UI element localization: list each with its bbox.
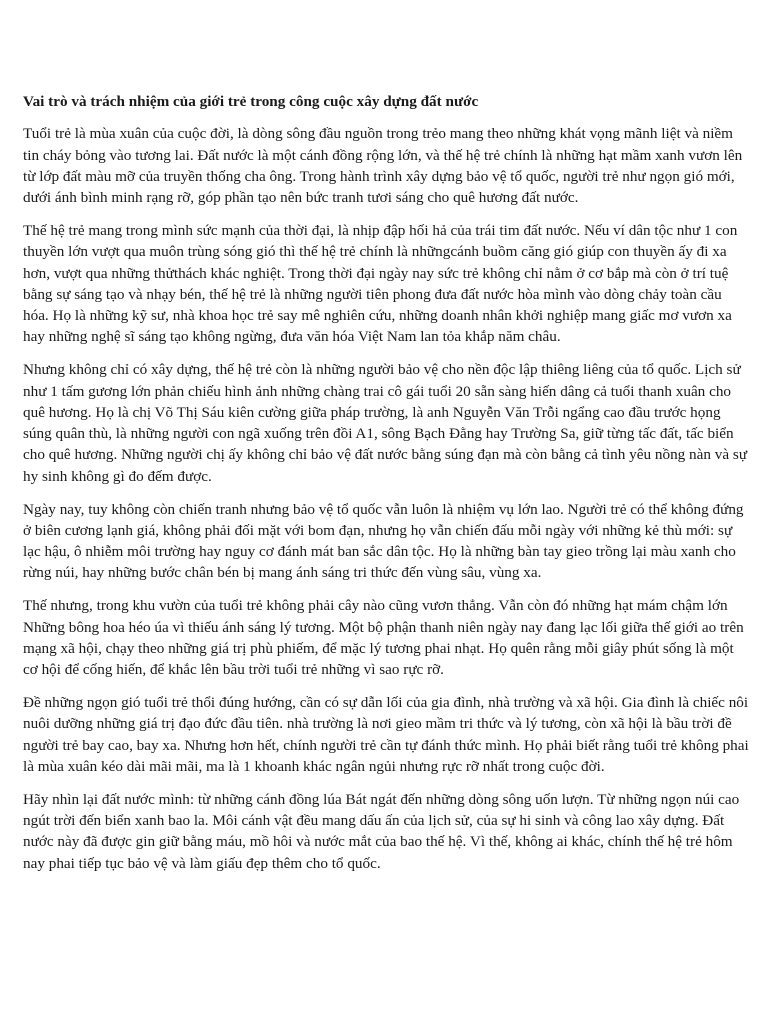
paragraph-4: Ngày nay, tuy không còn chiến tranh nhưng bảo vệ tổ quốc vẫn luôn là nhiệm vụ lớn lao. Người trẻ có thể không đứng ở biên cương lạnh giá, không phải đối mặt với bom đạn, nhưng họ vẫn chiến đấu mỗi ngày với những kẻ thù mới: sự lạc hậu, ô nhiễm môi trường hay nguy cơ đánh mát ban sắc dân tộc. Họ là những bàn tay gieo trồng lại màu xanh cho rừng núi, hay những bước chân bén bị mang ánh sáng tri thức đến vùng sâu, vùng xa. — [23, 500, 744, 582]
paragraph-3: Nhưng không chỉ có xây dựng, thế hệ trẻ còn là những người bảo vệ cho nền độc lập thiêng liêng của tổ quốc. Lịch sử như 1 tấm gương lớn phản chiếu hình ảnh những chàng trai cô gái tuổi 20 sẵn sàng hiến dâng cả tuổi thanh xuân cho quê hương. Họ là chị Võ Thị Sáu kiên cường giữa pháp trường, là anh Nguyễn Văn Trỗi ngẩng cao đầu trước họng súng quân thù, là những người con ngã xuống trên đồi A1, sông Bạch Đằng hay Trường Sa, giữ từng tấc đất, tấc biển cho quê hương. Những người chị ấy không chỉ bảo vệ đất nước bằng súng đạn mà còn bằng cả tình yêu nồng nàn và sự hy sinh không gì đo đếm được. — [23, 361, 748, 485]
paragraph-6: Đề những ngọn gió tuổi trẻ thổi đúng hướng, cần có sự dẫn lối của gia đình, nhà trường và xã hội. Gia đình là chiếc nôi nuôi dưỡng những giá trị đạo đức đầu tiên. nhà trường là nơi gieo mầm tri thức và lý tương, còn xã hội là bầu trời đề người trẻ bay cao, bay xa. Nhưng hơn hết, chính người trẻ cần tự đánh thức mình. Họ phải biết rằng tuổi trẻ không phai là mùa xuân kéo dài mãi mãi, ma là 1 khoanh khác ngân ngủi nhưng rực rỡ nhất trong cuộc đời. — [23, 693, 749, 775]
paragraph-5: Thế nhưng, trong khu vườn của tuổi trẻ không phải cây nào cũng vươn thẳng. Vẫn còn đó những hạt mám chậm lớn Những bông hoa héo úa vì thiếu ánh sáng lý tương. Một bộ phận thanh niên ngày nay đang lạc lối giữa thế giới ao trên mạng xã hội, chạy theo những giá trị phù phiếm, để mặc lý tương phai nhạt. Họ quên rằng mỗi giây phút sống là một cơ hội để cống hiến, để khắc lên bầu trời tuổi trẻ những vì sao rực rỡ. — [23, 597, 744, 679]
paragraph-7: Hãy nhìn lại đất nước mình: từ những cánh đồng lúa Bát ngát đến những dòng sông uốn lượn. Từ những ngọn núi cao ngút trời đến biển xanh bao la. Môi cánh vật đều mang dấu ấn của lịch sử, của sự hi sinh và công lao xây dựng. Đất nước này đã được gin giữ bằng máu, mồ hôi và nước mắt của bao thế hệ. Vì thế, không ai khác, chính thế hệ trẻ hôm nay phai tiếp tục bảo vệ và làm giấu đẹp thêm cho tổ quốc. — [23, 790, 740, 872]
document-title: Vai trò và trách nhiệm của giới trẻ trong công cuộc xây dựng đất nước — [23, 93, 479, 110]
paragraph-2: Thế hệ trẻ mang trong mình sức mạnh của thời đại, là nhịp đập hối hả của trái tim đất nước. Nếu ví dân tộc như 1 con thuyền lớn vượt qua muôn trùng sóng gió thì thế hệ trẻ chính là nhữngcánh buồm căng gió giúp con thuyền ấy đi xa hơn, vượt qua những thửthách khác nghiệt. Trong thời đại ngày nay sức trẻ không chỉ nằm ở cơ bắp mà còn ở trí tuệ bằng sự sáng tạo và nhạy bén, thế hệ trẻ là những người tiên phong đưa đất nước hòa mình vào dòng chảy toàn cầu hóa. Họ là những kỹ sư, nhà khoa học trẻ say mê nghiên cứu, những doanh nhân khởi nghiệp mang giấc mơ vươn xa hay những nghệ sĩ sáng tạo không ngừng, đưa văn hóa Việt Nam lan tỏa khắp năm châu. — [23, 221, 738, 346]
paragraph-1: Tuổi trẻ là mùa xuân của cuộc đời, là dòng sông đầu nguồn trong trẻo mang theo những khát vọng mãnh liệt và niềm tin cháy bỏng vào tương lai. Đất nước là một cánh đồng rộng lớn, và thế hệ trẻ chính là những hạt mầm xanh vươn lên từ lớp đất màu mỡ của truyền thống cha ông. Trong hành trình xây dựng bảo vệ tổ quốc, người trẻ như ngọn gió mới, dưới ánh bình minh rạng rỡ, góp phần tạo nên bức tranh tươi sáng cho quê hương đất nước. — [23, 125, 743, 207]
document-page — [23, 91, 749, 885]
